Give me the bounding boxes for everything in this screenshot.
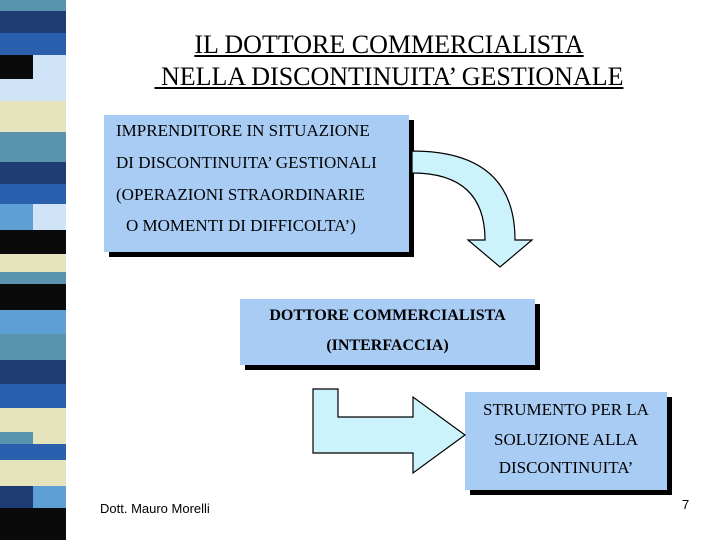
stripe-segment	[0, 310, 66, 334]
decorative-stripe	[0, 0, 66, 540]
stripe-segment	[0, 272, 66, 284]
stripe-segment	[0, 508, 66, 540]
stripe-segment	[0, 162, 66, 184]
stripe-segment	[0, 0, 66, 11]
stripe-segment	[0, 444, 66, 460]
slide-title-line1: IL DOTTORE COMMERCIALISTA	[194, 30, 584, 59]
stripe-segment	[0, 360, 66, 384]
box-strumento	[465, 392, 667, 490]
stripe-segment	[33, 204, 66, 230]
stripe-segment	[0, 79, 66, 101]
box-dottore-commercialista	[240, 299, 535, 365]
stripe-segment	[0, 334, 66, 360]
curved-down-arrow-icon	[410, 145, 540, 270]
stripe-segment	[0, 460, 66, 486]
slide-title-line2: NELLA DISCONTINUITA’ GESTIONALE	[154, 62, 624, 91]
box-imprenditore	[104, 115, 409, 252]
stripe-segment	[0, 33, 66, 55]
stripe-segment	[0, 101, 66, 132]
box-dottore-line-2: (INTERFACCIA)	[326, 337, 449, 354]
stripe-segment	[33, 486, 66, 508]
stripe-segment	[33, 432, 66, 444]
stripe-segment	[0, 408, 66, 432]
stripe-segment	[0, 184, 66, 204]
box-strumento-line-3: DISCONTINUITA’	[498, 458, 634, 477]
stripe-segment	[0, 11, 66, 33]
box-imprenditore-line-3: (OPERAZIONI STRAORDINARIE	[116, 185, 365, 204]
box-strumento-line-2: SOLUZIONE ALLA	[493, 430, 638, 449]
stripe-segment	[0, 230, 66, 254]
stripe-segment	[0, 284, 66, 310]
box-imprenditore-line-1: IMPRENDITORE IN SITUAZIONE	[116, 121, 370, 140]
stripe-segment	[0, 138, 66, 162]
box-strumento-line-1: STRUMENTO PER LA	[483, 400, 649, 419]
box-dottore-line-1: DOTTORE COMMERCIALISTA	[269, 307, 506, 324]
stripe-segment	[0, 254, 66, 272]
stripe-segment	[0, 384, 66, 408]
footer-page-number: 7	[682, 497, 690, 512]
bent-right-arrow-icon	[293, 385, 468, 485]
stripe-segment	[33, 55, 66, 79]
footer-author: Dott. Mauro Morelli	[100, 501, 210, 516]
box-imprenditore-line-4: O MOMENTI DI DIFFICOLTA’)	[126, 216, 356, 235]
box-imprenditore-line-2: DI DISCONTINUITA’ GESTIONALI	[116, 153, 377, 172]
